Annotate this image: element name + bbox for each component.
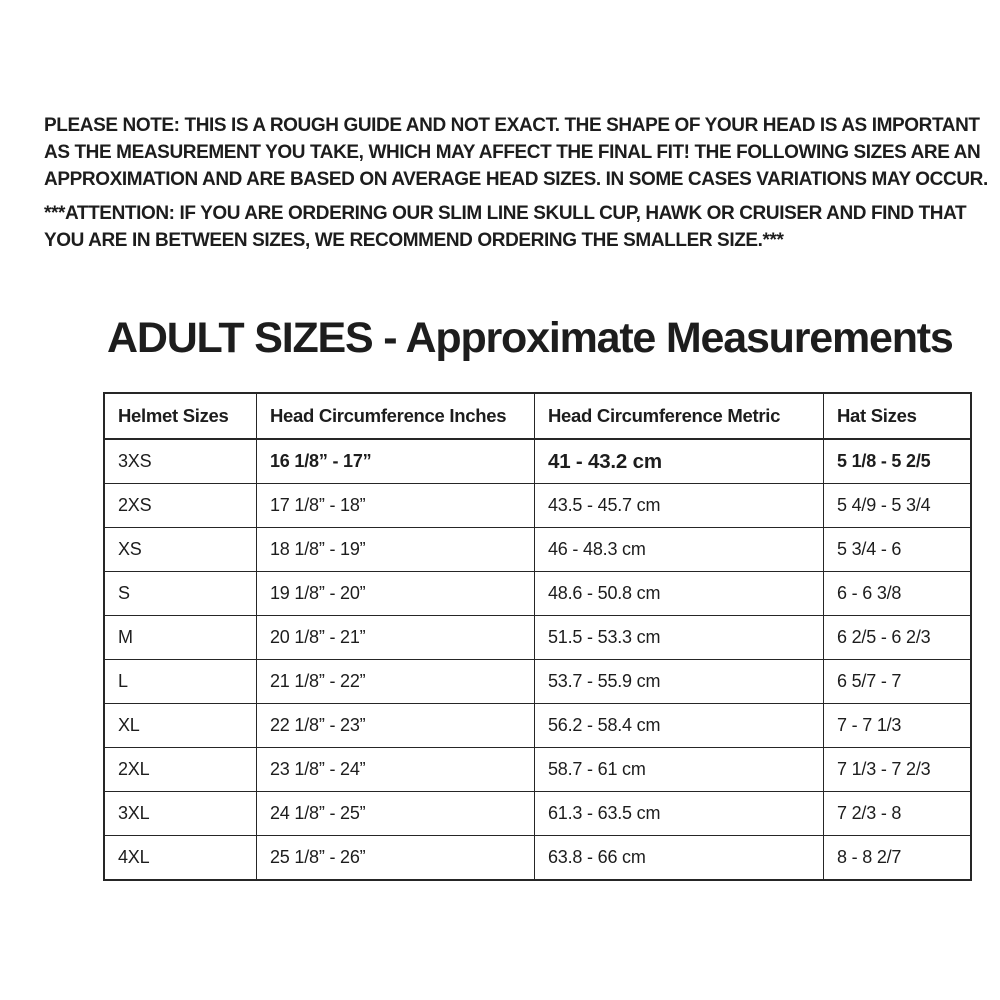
header-row: [104, 393, 971, 439]
helmet-size-cell: 2XS: [104, 484, 257, 528]
helmet-size-cell: M: [104, 616, 257, 660]
size-row-4xl: [104, 836, 971, 881]
attention-line: YOU ARE IN BETWEEN SIZES, WE RECOMMEND ORDERING THE SMALLER SIZE.***: [44, 230, 784, 251]
size-table: [103, 392, 972, 881]
inches-cell: 22 1/8” - 23”: [257, 704, 535, 748]
helmet-size-cell: S: [104, 572, 257, 616]
hat-size-cell: 5 4/9 - 5 3/4: [824, 484, 972, 528]
page-title: ADULT SIZES - Approximate Measurements: [107, 314, 953, 362]
size-row-3xs: [104, 439, 971, 484]
header-circumference-inches: Head Circumference Inches: [257, 393, 535, 439]
hat-size-cell: 6 5/7 - 7: [824, 660, 972, 704]
inches-cell: 20 1/8” - 21”: [257, 616, 535, 660]
metric-cell: 56.2 - 58.4 cm: [535, 704, 824, 748]
metric-cell: 63.8 - 66 cm: [535, 836, 824, 881]
helmet-size-cell: XL: [104, 704, 257, 748]
hat-size-cell: 5 1/8 - 5 2/5: [824, 439, 972, 484]
hat-size-cell: 6 - 6 3/8: [824, 572, 972, 616]
helmet-size-cell: 2XL: [104, 748, 257, 792]
metric-cell: 51.5 - 53.3 cm: [535, 616, 824, 660]
please-note-text: [44, 112, 988, 193]
size-row-xl: [104, 704, 971, 748]
inches-cell: 24 1/8” - 25”: [257, 792, 535, 836]
helmet-size-cell: L: [104, 660, 257, 704]
size-row-xs: [104, 528, 971, 572]
hat-size-cell: 7 1/3 - 7 2/3: [824, 748, 972, 792]
metric-cell: 43.5 - 45.7 cm: [535, 484, 824, 528]
size-table-head: [104, 393, 971, 439]
inches-cell: 18 1/8” - 19”: [257, 528, 535, 572]
attention-text: [44, 200, 966, 254]
header-circumference-metric: Head Circumference Metric: [535, 393, 824, 439]
size-row-l: [104, 660, 971, 704]
inches-cell: 25 1/8” - 26”: [257, 836, 535, 881]
size-row-2xl: [104, 748, 971, 792]
hat-size-cell: 8 - 8 2/7: [824, 836, 972, 881]
inches-cell: 16 1/8” - 17”: [257, 439, 535, 484]
size-row-3xl: [104, 792, 971, 836]
metric-cell: 46 - 48.3 cm: [535, 528, 824, 572]
size-row-s: [104, 572, 971, 616]
header-helmet-sizes: Helmet Sizes: [104, 393, 257, 439]
inches-cell: 21 1/8” - 22”: [257, 660, 535, 704]
inches-cell: 23 1/8” - 24”: [257, 748, 535, 792]
metric-cell: 48.6 - 50.8 cm: [535, 572, 824, 616]
metric-cell: 41 - 43.2 cm: [535, 439, 824, 484]
please-note-line: AS THE MEASUREMENT YOU TAKE, WHICH MAY AFFECT THE FINAL FIT! THE FOLLOWING SIZES ARE AN: [44, 142, 981, 163]
please-note-line: PLEASE NOTE: THIS IS A ROUGH GUIDE AND NOT EXACT. THE SHAPE OF YOUR HEAD IS AS IMPORTANT: [44, 115, 980, 136]
header-hat-sizes: Hat Sizes: [824, 393, 972, 439]
hat-size-cell: 6 2/5 - 6 2/3: [824, 616, 972, 660]
helmet-size-cell: 4XL: [104, 836, 257, 881]
metric-cell: 61.3 - 63.5 cm: [535, 792, 824, 836]
attention-line: ***ATTENTION: IF YOU ARE ORDERING OUR SLIM LINE SKULL CUP, HAWK OR CRUISER AND FIND THAT: [44, 203, 967, 224]
inches-cell: 19 1/8” - 20”: [257, 572, 535, 616]
size-row-2xs: [104, 484, 971, 528]
hat-size-cell: 5 3/4 - 6: [824, 528, 972, 572]
metric-cell: 53.7 - 55.9 cm: [535, 660, 824, 704]
size-row-m: [104, 616, 971, 660]
please-note-line: APPROXIMATION AND ARE BASED ON AVERAGE HEAD SIZES. IN SOME CASES VARIATIONS MAY OCCUR.: [44, 169, 988, 190]
hat-size-cell: 7 - 7 1/3: [824, 704, 972, 748]
hat-size-cell: 7 2/3 - 8: [824, 792, 972, 836]
metric-cell: 58.7 - 61 cm: [535, 748, 824, 792]
helmet-size-cell: XS: [104, 528, 257, 572]
inches-cell: 17 1/8” - 18”: [257, 484, 535, 528]
helmet-size-cell: 3XS: [104, 439, 257, 484]
helmet-size-cell: 3XL: [104, 792, 257, 836]
size-table-body: [104, 439, 971, 880]
